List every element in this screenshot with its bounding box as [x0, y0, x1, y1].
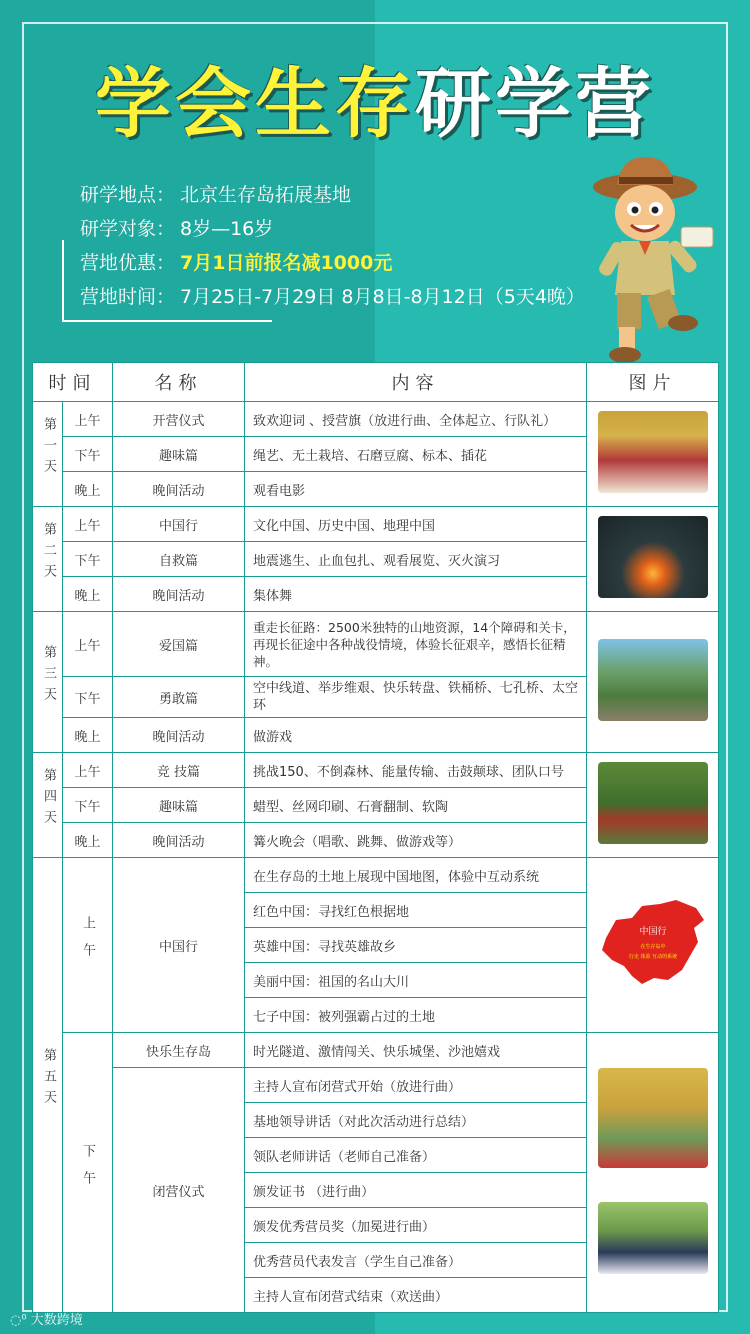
- content-cell: 做游戏: [245, 718, 587, 753]
- name-cell: 闭营仪式: [113, 1068, 245, 1313]
- content-cell: 文化中国、历史中国、地理中国: [245, 507, 587, 542]
- photo-cell: [587, 858, 719, 1033]
- name-cell: 晚间活动: [113, 577, 245, 612]
- name-cell: 中国行: [113, 858, 245, 1033]
- content-cell: 时光隧道、激情闯关、快乐城堡、沙池嬉戏: [245, 1033, 587, 1068]
- info-row-location: [80, 178, 585, 212]
- photo-cell: [587, 507, 719, 612]
- content-cell: 挑战150、不倒森林、能量传输、击鼓颠球、团队口号: [245, 753, 587, 788]
- camp-opening-photo: [598, 411, 708, 493]
- fire-drill-photo: [598, 516, 708, 598]
- content-cell: 主持人宣布闭营式开始（放进行曲）: [245, 1068, 587, 1103]
- obstacle-course-photo: [598, 639, 708, 721]
- photo-cell: [587, 753, 719, 858]
- map-sub1: 在生存岛中: [639, 944, 666, 950]
- title-white: 研学营: [415, 59, 655, 148]
- time-cell: 晚上: [63, 823, 113, 858]
- content-cell: 观看电影: [245, 472, 587, 507]
- header-name: 名称: [113, 363, 245, 402]
- time-cell: 上午: [63, 402, 113, 437]
- day-label: 第五天: [33, 858, 63, 1313]
- name-cell: 趣味篇: [113, 437, 245, 472]
- info-value: 8岁—16岁: [180, 218, 274, 240]
- map-title: 中国行: [638, 927, 667, 937]
- info-label: 营地优惠：: [80, 252, 176, 274]
- name-cell: 晚间活动: [113, 718, 245, 753]
- table-row: [33, 507, 719, 542]
- table-row: [33, 612, 719, 677]
- time-cell: 上午: [63, 612, 113, 677]
- content-cell: 七子中国：被列强霸占过的土地: [245, 998, 587, 1033]
- table-row: [33, 402, 719, 437]
- time-cell: 下午: [63, 677, 113, 718]
- china-map-icon: [598, 898, 708, 988]
- content-cell: 优秀营员代表发言（学生自己准备）: [245, 1243, 587, 1278]
- info-value-highlight: 7月1日前报名减1000元: [180, 252, 393, 274]
- photo-cell: [587, 1033, 719, 1313]
- name-cell: 趣味篇: [113, 788, 245, 823]
- content-cell: 英雄中国：寻找英雄故乡: [245, 928, 587, 963]
- day-label: 第二天: [33, 507, 63, 612]
- content-cell: 地震逃生、止血包扎、观看展览、灭火演习: [245, 542, 587, 577]
- content-cell: 颁发优秀营员奖（加冕进行曲）: [245, 1208, 587, 1243]
- info-value: 北京生存岛拓展基地: [180, 184, 352, 206]
- info-label: 营地时间：: [80, 286, 176, 308]
- content-cell: 在生存岛的土地上展现中国地图，体验中互动系统: [245, 858, 587, 893]
- time-cell: 晚上: [63, 472, 113, 507]
- photo-cell: [587, 612, 719, 753]
- high-ropes-photo: [598, 762, 708, 844]
- name-cell: 爱国篇: [113, 612, 245, 677]
- table-row: [33, 1033, 719, 1068]
- time-cell: 上午: [63, 858, 113, 1033]
- content-cell: 蜡型、丝网印刷、石膏翻制、软陶: [245, 788, 587, 823]
- info-label: 研学地点：: [80, 184, 176, 206]
- content-cell: 绳艺、无土栽培、石磨豆腐、标本、插花: [245, 437, 587, 472]
- time-cell: 下午: [63, 788, 113, 823]
- explorer-mascot-icon: [585, 155, 720, 370]
- name-cell: 开营仪式: [113, 402, 245, 437]
- day-label: 第四天: [33, 753, 63, 858]
- name-cell: 自救篇: [113, 542, 245, 577]
- name-cell: 晚间活动: [113, 472, 245, 507]
- day-label: 第一天: [33, 402, 63, 507]
- info-block: [80, 178, 585, 314]
- time-cell: 下午: [63, 542, 113, 577]
- table-row: [33, 753, 719, 788]
- content-cell: 红色中国：寻找红色根据地: [245, 893, 587, 928]
- time-cell: 下午: [63, 437, 113, 472]
- day-label: 第三天: [33, 612, 63, 753]
- content-cell: 致欢迎词 、授营旗（放进行曲、全体起立、行队礼）: [245, 402, 587, 437]
- header-photo: 图片: [587, 363, 719, 402]
- header-content: 内容: [245, 363, 587, 402]
- closing-ceremony-photo: [598, 1202, 708, 1274]
- info-row-target: [80, 212, 585, 246]
- time-cell: 晚上: [63, 577, 113, 612]
- time-cell: 上午: [63, 753, 113, 788]
- info-row-discount: [80, 246, 585, 280]
- content-cell: 颁发证书 （进行曲）: [245, 1173, 587, 1208]
- watermark-text: 大数跨境: [30, 1313, 83, 1328]
- info-row-time: [80, 280, 585, 314]
- table-row: [33, 858, 719, 893]
- header-time: 时间: [33, 363, 113, 402]
- content-cell: 领队老师讲话（老师自己准备）: [245, 1138, 587, 1173]
- watermark: [10, 1309, 83, 1328]
- decor-vertical-line: [62, 240, 64, 322]
- title-yellow: 学会生存: [95, 59, 415, 148]
- watermark-logo-icon: ◌⁰: [10, 1313, 27, 1328]
- schedule-table: [32, 362, 719, 1313]
- photo-cell: [587, 402, 719, 507]
- time-cell: 晚上: [63, 718, 113, 753]
- content-cell: 主持人宣布闭营式结束（欢送曲）: [245, 1278, 587, 1313]
- name-cell: 勇敢篇: [113, 677, 245, 718]
- info-value: 7月25日-7月29日 8月8日-8月12日（5天4晚）: [180, 286, 585, 308]
- decor-horizontal-line: [62, 320, 272, 322]
- content-cell: 美丽中国：祖国的名山大川: [245, 963, 587, 998]
- content-cell: 空中线道、举步维艰、快乐转盘、铁桶桥、七孔桥、太空环: [245, 677, 587, 718]
- name-cell: 快乐生存岛: [113, 1033, 245, 1068]
- name-cell: 中国行: [113, 507, 245, 542]
- table-header-row: [33, 363, 719, 402]
- map-sub2: 行走 体验 互动的系统: [628, 954, 677, 960]
- time-cell: 上午: [63, 507, 113, 542]
- page-title: [0, 59, 750, 148]
- info-label: 研学对象：: [80, 218, 176, 240]
- time-cell: 下午: [63, 1033, 113, 1313]
- content-cell: 重走长征路：2500米独特的山地资源，14个障碍和关卡，再现长征途中各种战役情境，体验长征艰辛，感悟长征精神。: [245, 612, 587, 677]
- name-cell: 竞 技篇: [113, 753, 245, 788]
- name-cell: 晚间活动: [113, 823, 245, 858]
- content-cell: 基地领导讲话（对此次活动进行总结）: [245, 1103, 587, 1138]
- content-cell: 集体舞: [245, 577, 587, 612]
- content-cell: 篝火晚会（唱歌、跳舞、做游戏等）: [245, 823, 587, 858]
- climbing-wall-photo: [598, 1068, 708, 1168]
